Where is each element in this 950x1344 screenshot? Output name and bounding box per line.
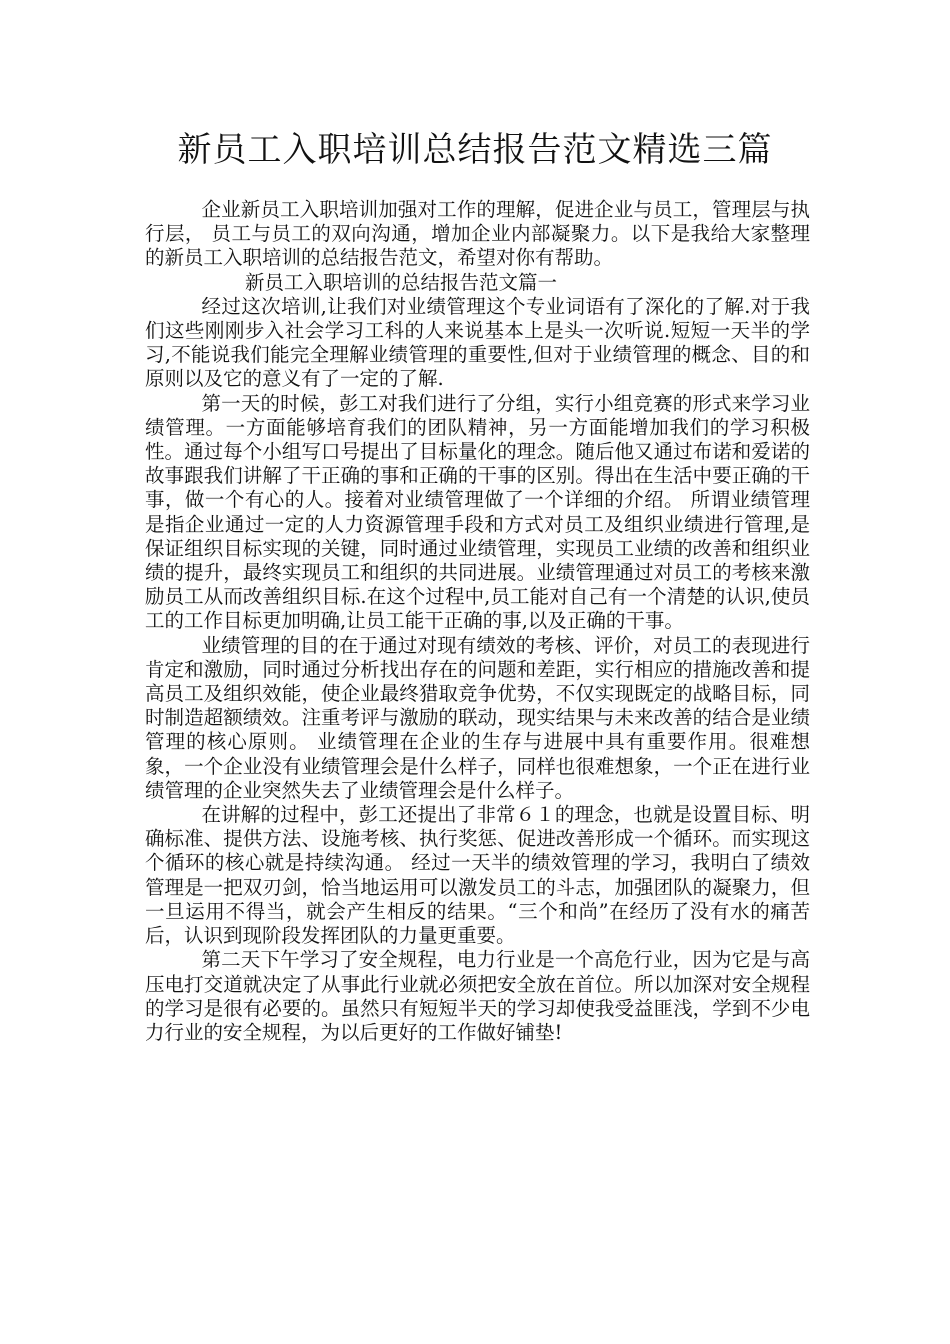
document-body	[145, 198, 810, 1045]
body-paragraph: 业绩管理的目的在于通过对现有绩效的考核、评价，对员工的表现进行肯定和激励，同时通过分析找出存在的问题和差距，实行相应的措施改善和提高员工及组织效能，使企业最终猎取竞争优势，不仅实现既定的战略目标，同时制造超额绩效。注重考评与激励的联动，现实结果与未来改善的结合是业绩管理的核心原则。 业绩管理在企业的生存与进展中具有重要作用。很难想象，一个企业没有业绩管理会是什么样子，同样也很难想象，一个正在进行业绩管理的企业突然失去了业绩管理会是什么样子。	[145, 633, 810, 802]
body-paragraph: 在讲解的过程中，彭工还提出了非常６１的理念，也就是设置目标、明确标准、提供方法、设施考核、执行奖惩、促进改善形成一个循环。而实现这个循环的核心就是持续沟通。 经过一天半的绩效管理的学习，我明白了绩效管理是一把双刃剑，恰当地运用可以激发员工的斗志，加强团队的凝聚力，但一旦运用不得当，就会产生相反的结果。“三个和尚”在经历了没有水的痛苦后，认识到现阶段发挥团队的力量更重要。	[145, 803, 810, 948]
intro-paragraph: 企业新员工入职培训加强对工作的理解，促进企业与员工，管理层与执行层， 员工与员工的双向沟通，增加企业内部凝聚力。以下是我给大家整理的新员工入职培训的总结报告范文，希望对你有帮助。	[145, 198, 810, 270]
body-paragraph: 第一天的时候，彭工对我们进行了分组，实行小组竞赛的形式来学习业绩管理。一方面能够培育我们的团队精神，另一方面能增加我们的学习积极性。通过每个小组写口号提出了目标量化的理念。随后他又通过布诺和爱诺的故事跟我们讲解了干正确的事和正确的干事的区别。得出在生活中要正确的干事，做一个有心的人。接着对业绩管理做了一个详细的介绍。 所谓业绩管理是指企业通过一定的人力资源管理手段和方式对员工及组织业绩进行管理,是保证组织目标实现的关键，同时通过业绩管理，实现员工业绩的改善和组织业绩的提升，最终实现员工和组织的共同进展。业绩管理通过对员工的考核来激励员工从而改善组织目标.在这个过程中,员工能对自己有一个清楚的认识,使员工的工作目标更加明确,让员工能干正确的事,以及正确的干事。	[145, 391, 810, 633]
document-title: 新员工入职培训总结报告范文精选三篇	[177, 130, 773, 170]
section-heading: 新员工入职培训的总结报告范文篇一	[245, 270, 558, 294]
body-paragraph: 经过这次培训,让我们对业绩管理这个专业词语有了深化的了解.对于我们这些刚刚步入社会学习工科的人来说基本上是头一次听说.短短一天半的学习,不能说我们能完全理解业绩管理的重要性,但对于业绩管理的概念、目的和原则以及它的意义有了一定的了解.	[145, 294, 810, 391]
body-paragraph: 第二天下午学习了安全规程，电力行业是一个高危行业，因为它是与高压电打交道就决定了从事此行业就必须把安全放在首位。所以加深对安全规程的学习是很有必要的。虽然只有短短半天的学习却使我受益匪浅，学到不少电力行业的安全规程，为以后更好的工作做好铺垫!	[145, 948, 810, 1044]
